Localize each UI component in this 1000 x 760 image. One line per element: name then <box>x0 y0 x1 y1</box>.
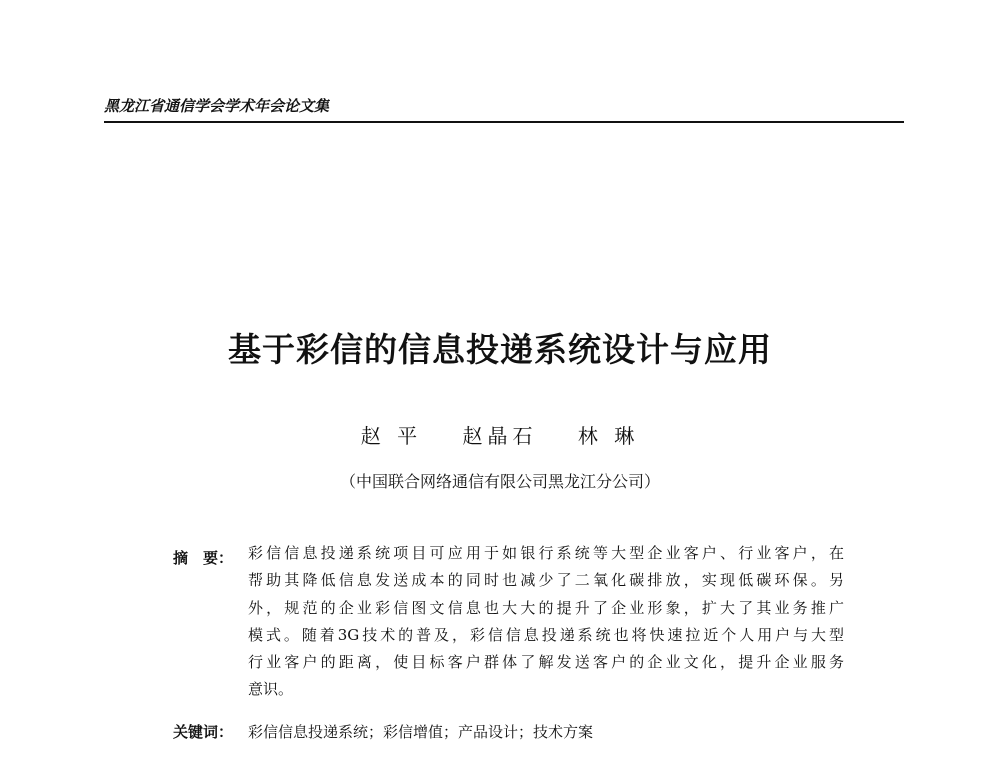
keywords-label: 关键词： <box>173 723 234 741</box>
abstract-line: 行业客户的距离，使目标客户群体了解发送客户的企业文化，提升企业服务 <box>248 653 844 672</box>
header-rule <box>104 121 904 123</box>
abstract-line: 意识。 <box>248 680 294 699</box>
author-name: 赵晶石 <box>462 424 538 448</box>
keywords-text: 彩信信息投递系统；彩信增值；产品设计；技术方案 <box>248 723 594 741</box>
author-list <box>0 423 1000 449</box>
running-header: 黑龙江省通信学会学术年会论文集 <box>104 97 330 115</box>
author-name: 林 琳 <box>577 424 640 448</box>
abstract-line: 模式。随着3G技术的普及，彩信信息投递系统也将快速拉近个人用户与大型 <box>248 625 844 644</box>
abstract-body <box>248 540 844 704</box>
abstract-line: 外，规范的企业彩信图文信息也大大的提升了企业形象，扩大了其业务推广 <box>248 598 844 617</box>
abstract-line: 帮助其降低信息发送成本的同时也减少了二氧化碳排放，实现低碳环保。另 <box>248 571 844 590</box>
paper-title: 基于彩信的信息投递系统设计与应用 <box>228 330 772 369</box>
affiliation: （中国联合网络通信有限公司黑龙江分公司） <box>339 472 660 491</box>
author-name: 赵 平 <box>360 424 423 448</box>
abstract-label: 摘 要： <box>173 549 234 567</box>
abstract-line: 彩信信息投递系统项目可应用于如银行系统等大型企业客户、行业客户，在 <box>248 544 844 562</box>
